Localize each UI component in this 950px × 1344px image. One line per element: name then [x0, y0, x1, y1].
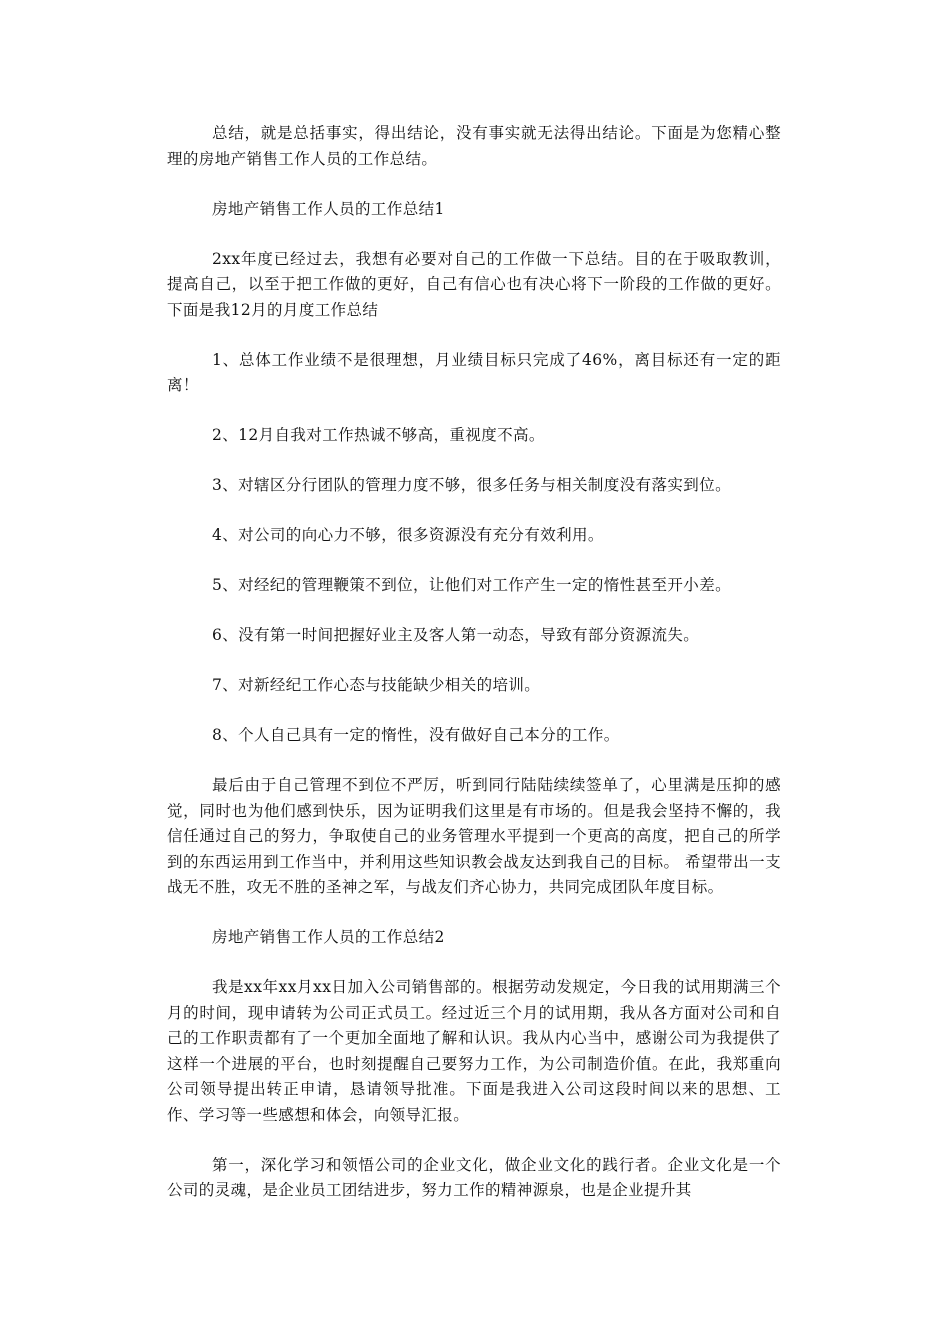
body-paragraph: 我是xx年xx月xx日加入公司销售部的。根据劳动发规定，今日我的试用期满三个月的时间，现申请转为公司正式员工。经过近三个月的试用期，我从各方面对公司和自己的工作职责都有了一个更加全面地了解和认识。我从内心当中，感谢公司为我提供了这样一个进展的平台，也时刻提醒自己要努力工作，为公司制造价值。在此，我郑重向公司领导提出转正申请，恳请领导批准。下面是我进入公司这段时间以来的思想、工作、学习等一些感想和体会，向领导汇报。 — [167, 978, 781, 1124]
body-paragraph: 2xx年度已经过去，我想有必要对自己的工作做一下总结。目的在于吸取教训，提高自己，以至于把工作做的更好，自己有信心也有决心将下一阶段的工作做的更好。下面是我12月的月度工作总结 — [167, 249, 781, 319]
list-item-8: 8、个人自己具有一定的惰性，没有做好自己本分的工作。 — [211, 726, 620, 744]
document-body — [167, 121, 781, 1228]
list-item-2: 2、12月自我对工作热诚不够高，重视度不高。 — [211, 426, 545, 444]
section-heading-1: 房地产销售工作人员的工作总结1 — [211, 199, 445, 218]
body-paragraph: 第一，深化学习和领悟公司的企业文化，做企业文化的践行者。企业文化是一个公司的灵魂，是企业员工团结进步，努力工作的精神源泉，也是企业提升其 — [167, 1155, 781, 1199]
section-heading-2: 房地产销售工作人员的工作总结2 — [211, 928, 445, 946]
list-item-5: 5、对经纪的管理鞭策不到位，让他们对工作产生一定的惰性甚至开小差。 — [211, 576, 732, 594]
list-item-1: 1、总体工作业绩不是很理想，月业绩目标只完成了46%，离目标还有一定的距离！ — [167, 350, 781, 394]
intro-paragraph: 总结，就是总括事实，得出结论，没有事实就无法得出结论。下面是为您精心整理的房地产销售工作人员的工作总结。 — [167, 124, 781, 168]
list-item-4: 4、对公司的向心力不够，很多资源没有充分有效利用。 — [211, 526, 604, 544]
list-item-7: 7、对新经纪工作心态与技能缺少相关的培训。 — [211, 676, 541, 694]
list-item-6: 6、没有第一时间把握好业主及客人第一动态，导致有部分资源流失。 — [211, 626, 700, 644]
list-item-3: 3、对辖区分行团队的管理力度不够，很多任务与相关制度没有落实到位。 — [211, 476, 732, 494]
body-paragraph: 最后由于自己管理不到位不严厉，听到同行陆陆续续签单了，心里满是压抑的感觉，同时也为他们感到快乐，因为证明我们这里是有市场的。但是我会坚持不懈的，我信任通过自己的努力，争取使自己的业务管理水平提到一个更高的高度，把自己的所学到的东西运用到工作当中，并利用这些知识教会战友达到我自己的目标。 希望带出一支战无不胜，攻无不胜的圣神之军，与战友们齐心协力，共同完成团队年度目标。 — [167, 776, 781, 896]
